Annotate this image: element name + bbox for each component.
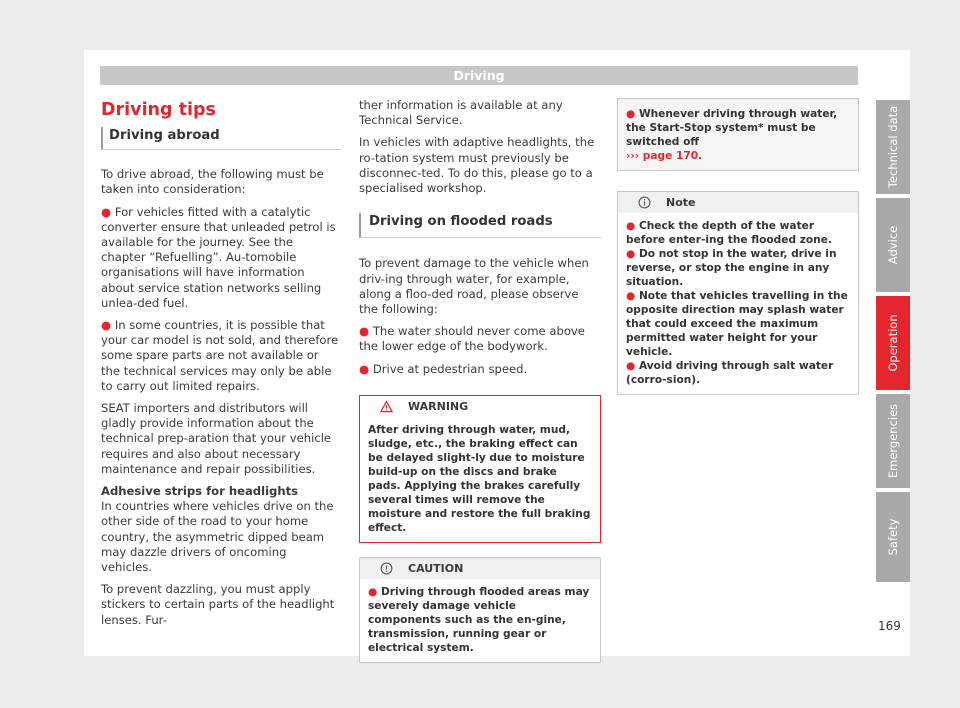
bullet-icon: ● xyxy=(626,360,639,372)
note-header xyxy=(618,192,858,213)
note-text: Check the depth of the water before enter-ing the flooded zone. xyxy=(626,220,832,246)
bullet-icon: ● xyxy=(359,324,373,339)
note-label: Note xyxy=(666,196,696,209)
bullet-icon: ● xyxy=(101,204,115,219)
caution-item xyxy=(360,579,600,662)
tab-label: Safety xyxy=(886,518,900,556)
bullet-icon: ● xyxy=(368,585,381,598)
warning-text: After driving through water, mud, sludge, etc., the braking effect can be delayed slight-ly due to moisture build-up on the discs and brake pads. Applying the brakes carefully several times will remove the moisture and restore the full braking effect. xyxy=(360,417,600,542)
note-item xyxy=(626,289,850,359)
bullet-item xyxy=(101,205,341,311)
subsection-title: Driving abroad xyxy=(101,127,341,150)
caution-text: Driving through flooded areas may severely damage vehicle components such as the en-gine, transmission, running gear or electrical system. xyxy=(368,585,590,654)
note-item xyxy=(626,219,850,247)
intro-text: To prevent damage to the vehicle when driv-ing through water, for example, along a floo-ded road, please observe the following: xyxy=(359,256,589,317)
note-item xyxy=(626,247,850,289)
caution-icon xyxy=(380,562,393,575)
note-text: Do not stop in the water, drive in reverse, or stop the engine in any situation. xyxy=(626,248,837,288)
bullet-text: The water should never come above the lower edge of the bodywork. xyxy=(359,324,585,354)
chapter-header: Driving xyxy=(100,66,858,85)
note-item xyxy=(626,359,850,387)
note-text: Avoid driving through salt water (corro-sion). xyxy=(626,360,834,386)
intro-text: To drive abroad, the following must be taken into consideration: xyxy=(101,167,324,197)
paragraph: ther information is available at any Technical Service. xyxy=(359,98,563,128)
bullet-item xyxy=(101,318,341,394)
bullet-text: Drive at pedestrian speed. xyxy=(372,361,528,376)
bullet-icon: ● xyxy=(626,220,639,232)
info-icon xyxy=(638,196,651,209)
column-right xyxy=(617,98,859,395)
tab-advice[interactable] xyxy=(876,198,910,292)
tab-technical-data[interactable] xyxy=(876,100,910,194)
caution-box xyxy=(359,557,601,663)
column-left xyxy=(101,98,341,635)
paragraph: SEAT importers and distributors will gladly provide information about the technical prep-aration that your vehicle requires and also about necessary maintenance and repair possibilities. xyxy=(101,401,332,476)
warning-label: WARNING xyxy=(408,399,469,413)
bullet-icon: ● xyxy=(101,318,115,333)
tab-emergencies[interactable] xyxy=(876,394,910,488)
section-title: Driving tips xyxy=(101,100,216,120)
bullet-item xyxy=(359,324,601,354)
tab-label: Emergencies xyxy=(886,403,900,479)
warning-header xyxy=(360,396,600,417)
paragraph: In countries where vehicles drive on the other side of the road to your home country, the asymmetric dipped beam may dazzle drivers of oncoming vehicles. xyxy=(101,499,334,575)
page-number: 169 xyxy=(878,619,901,633)
tab-label: Advice xyxy=(886,225,900,265)
tab-label: Operation xyxy=(886,314,900,372)
bullet-text: For vehicles fitted with a catalytic converter ensure that unleaded petrol is available for the journey. See the chapter “Refuelling”. Au-tomobile organisations will have information about service station networks selling unlea-ded fuel. xyxy=(101,204,336,310)
subsection-title: Driving on flooded roads xyxy=(359,213,601,238)
note-text: Note that vehicles travelling in the opposite direction may splash water that could exceed the maximum permitted water height for your vehicle. xyxy=(626,290,848,358)
warning-icon xyxy=(380,400,393,413)
tab-operation[interactable] xyxy=(876,296,910,390)
note-body xyxy=(618,213,858,394)
paragraph: In vehicles with adaptive headlights, the ro-tation system must previously be disconnec-ted. To do this, please go to a specialised workshop. xyxy=(359,135,595,196)
subheading: Adhesive strips for headlights xyxy=(101,484,299,499)
bullet-icon: ● xyxy=(626,108,639,120)
bullet-text: In some countries, it is possible that your car model is not sold, and therefore some spare parts are not available or the technical services may only be able to carry out limited repairs. xyxy=(101,318,339,393)
bullet-icon: ● xyxy=(626,248,639,260)
bullet-item xyxy=(359,362,601,377)
info-box xyxy=(617,98,859,171)
caution-header xyxy=(360,558,600,579)
bullet-icon: ● xyxy=(626,290,639,302)
note-box xyxy=(617,191,859,395)
caution-label: CAUTION xyxy=(408,561,464,575)
tab-safety[interactable] xyxy=(876,492,910,582)
column-middle xyxy=(359,98,601,663)
bullet-icon: ● xyxy=(359,361,373,376)
warning-box xyxy=(359,395,601,543)
tab-label: Technical data xyxy=(886,105,900,189)
info-text: Whenever driving through water, the Start-Stop system* must be switched off xyxy=(626,108,838,148)
page-reference-link[interactable]: ››› page 170. xyxy=(626,150,703,162)
paragraph: To prevent dazzling, you must apply stickers to certain parts of the headlight lenses. Fur- xyxy=(101,582,335,627)
